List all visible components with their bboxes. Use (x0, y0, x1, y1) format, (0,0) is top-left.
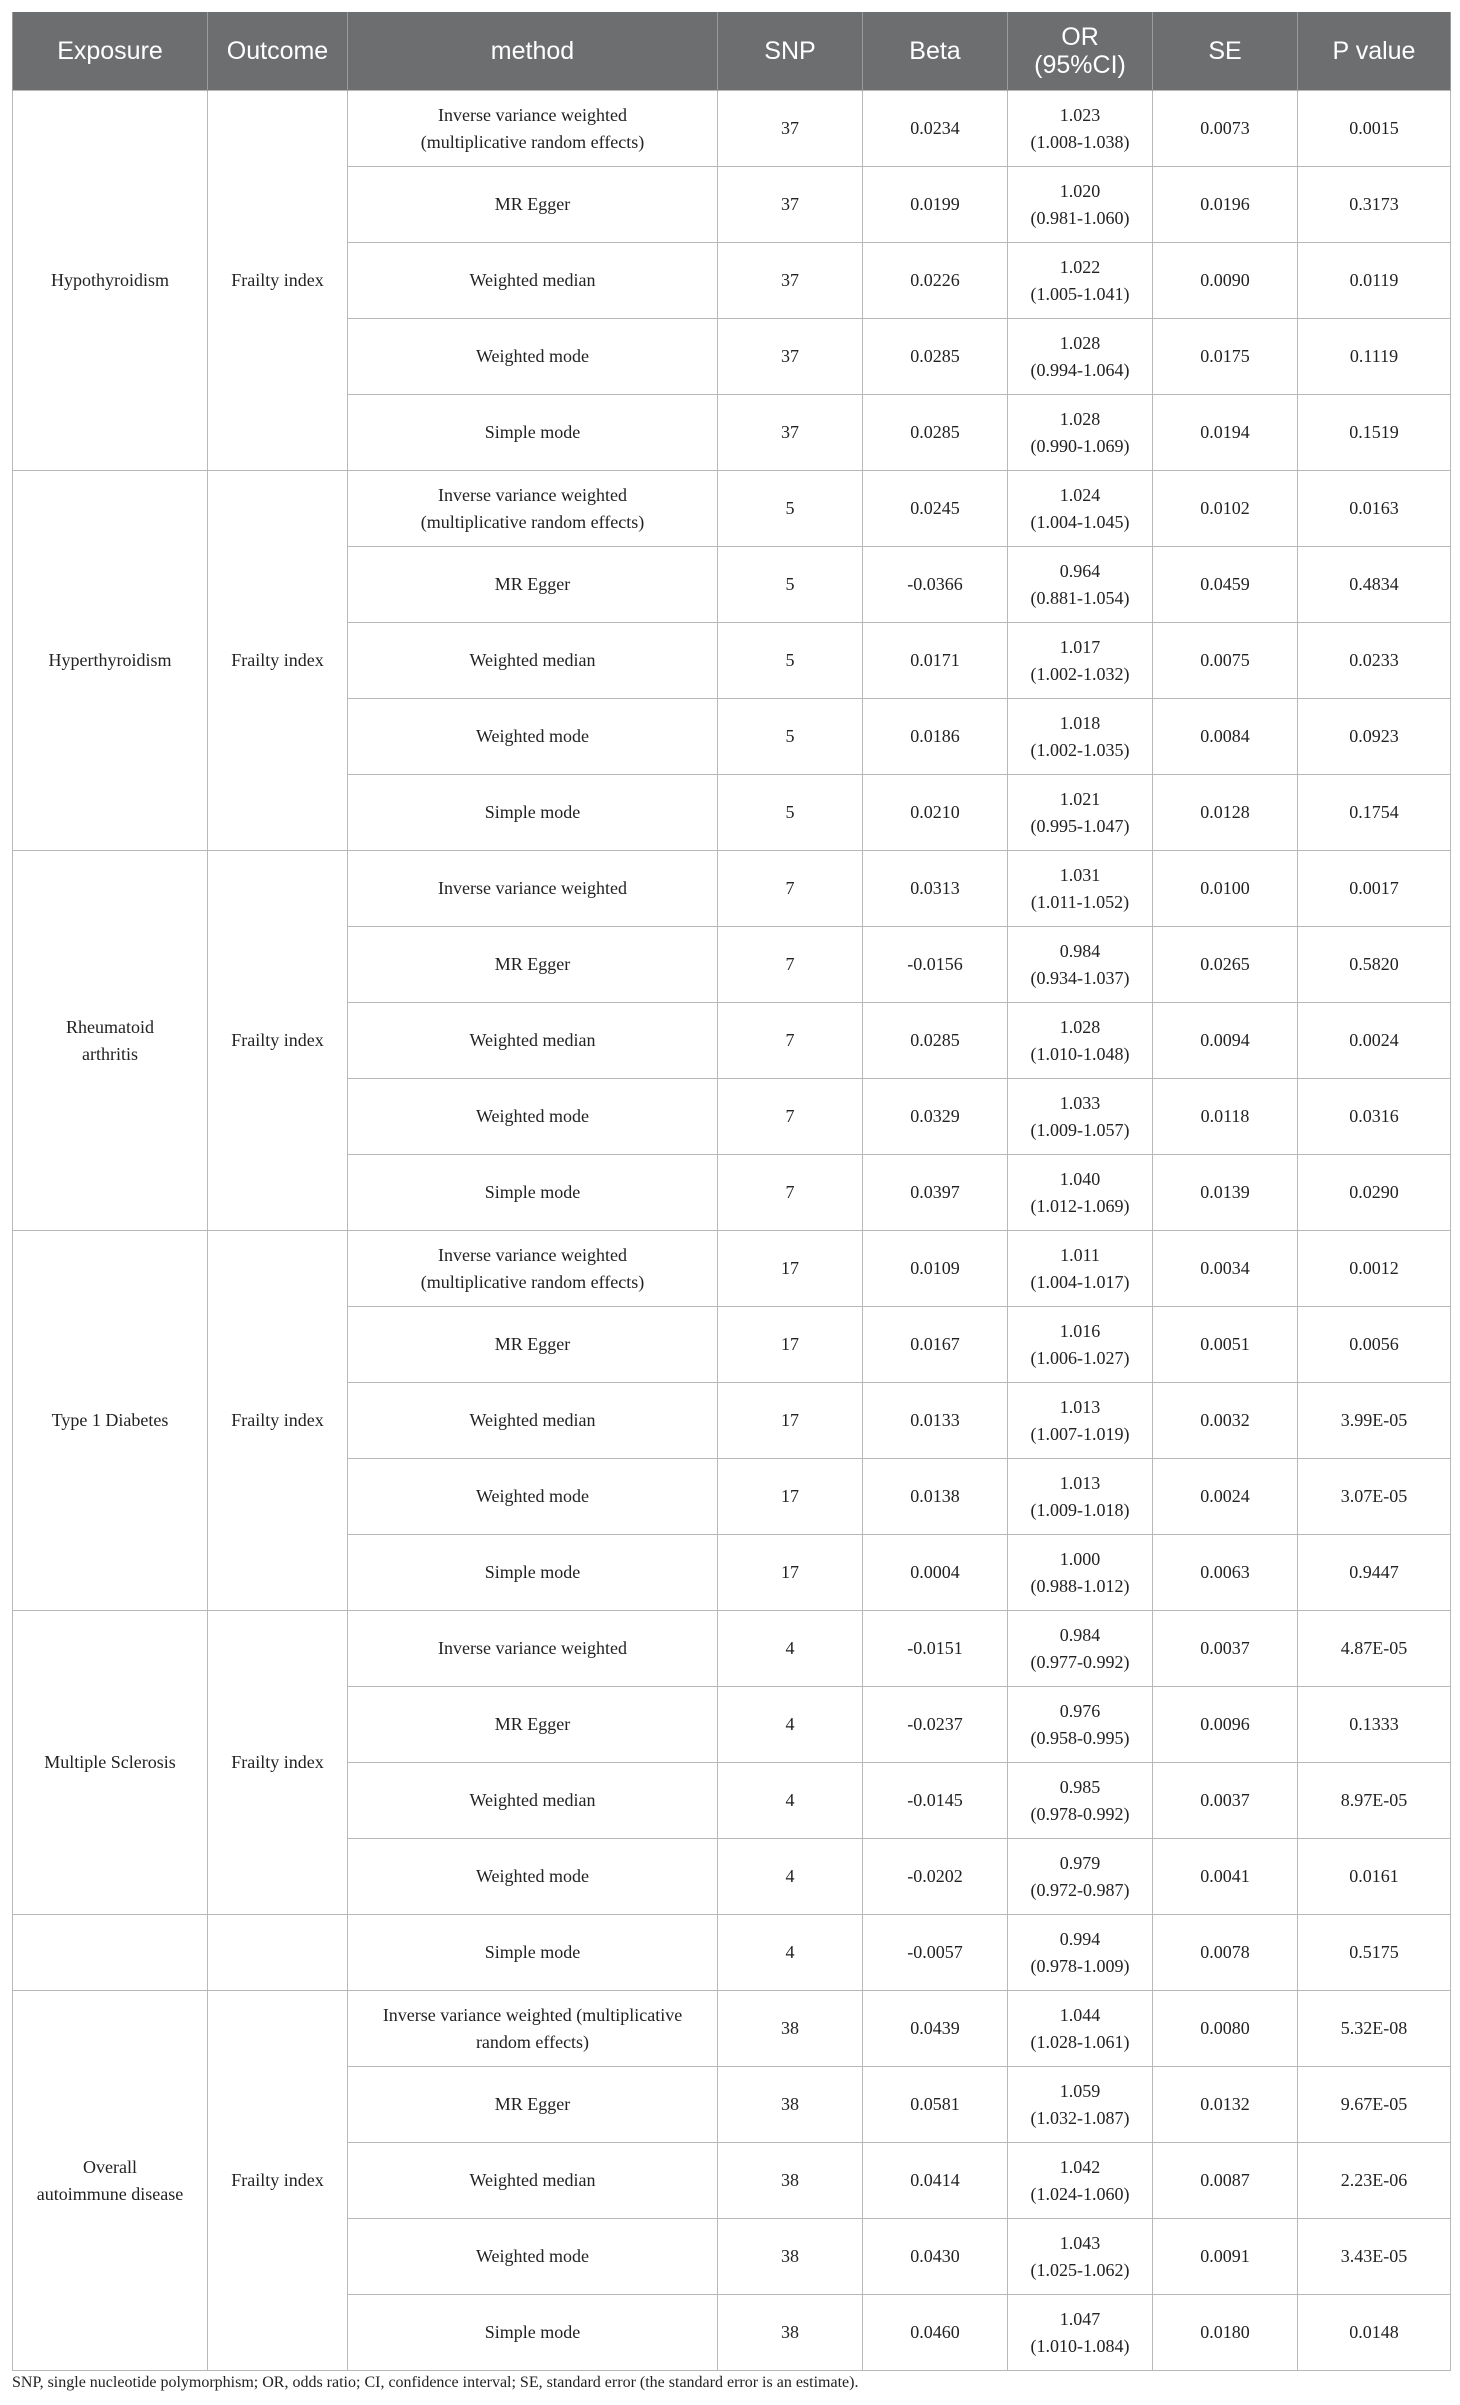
method-cell: Simple mode (348, 1535, 718, 1611)
se-cell: 0.0032 (1153, 1383, 1298, 1459)
p-value-cell: 0.4834 (1298, 547, 1451, 623)
snp-cell: 17 (718, 1383, 863, 1459)
snp-cell: 38 (718, 1991, 863, 2067)
outcome-cell: Frailty index (208, 851, 348, 1231)
se-cell: 0.0073 (1153, 91, 1298, 167)
header-exposure: Exposure (13, 12, 208, 91)
beta-cell: 0.0234 (863, 91, 1008, 167)
p-value-cell: 0.0923 (1298, 699, 1451, 775)
p-value-cell: 9.67E-05 (1298, 2067, 1451, 2143)
beta-cell: 0.0210 (863, 775, 1008, 851)
beta-cell: 0.0397 (863, 1155, 1008, 1231)
results-table (12, 12, 1451, 2371)
se-cell: 0.0180 (1153, 2295, 1298, 2371)
snp-cell: 5 (718, 699, 863, 775)
header-row (13, 12, 1451, 91)
or-cell: 1.000 (0.988-1.012) (1008, 1535, 1153, 1611)
method-cell: MR Egger (348, 1687, 718, 1763)
outcome-cell: Frailty index (208, 1231, 348, 1611)
snp-cell: 7 (718, 851, 863, 927)
header-se: SE (1153, 12, 1298, 91)
snp-cell: 4 (718, 1915, 863, 1991)
beta-cell: 0.0430 (863, 2219, 1008, 2295)
snp-cell: 37 (718, 395, 863, 471)
or-cell: 0.979 (0.972-0.987) (1008, 1839, 1153, 1915)
p-value-cell: 0.1119 (1298, 319, 1451, 395)
or-cell: 1.013 (1.009-1.018) (1008, 1459, 1153, 1535)
snp-cell: 38 (718, 2143, 863, 2219)
snp-cell: 4 (718, 1687, 863, 1763)
p-value-cell: 3.07E-05 (1298, 1459, 1451, 1535)
exposure-cell: Rheumatoid arthritis (13, 851, 208, 1231)
p-value-cell: 0.1333 (1298, 1687, 1451, 1763)
se-cell: 0.0194 (1153, 395, 1298, 471)
snp-cell: 17 (718, 1459, 863, 1535)
table-body (13, 91, 1451, 2371)
se-cell: 0.0459 (1153, 547, 1298, 623)
method-cell: Inverse variance weighted (multiplicative random effects) (348, 1991, 718, 2067)
method-cell: Simple mode (348, 1155, 718, 1231)
p-value-cell: 0.3173 (1298, 167, 1451, 243)
method-cell: Simple mode (348, 395, 718, 471)
beta-cell: 0.0171 (863, 623, 1008, 699)
or-cell: 1.011 (1.004-1.017) (1008, 1231, 1153, 1307)
method-cell: Weighted mode (348, 2219, 718, 2295)
method-cell: Weighted median (348, 1763, 718, 1839)
beta-cell: 0.0004 (863, 1535, 1008, 1611)
p-value-cell: 8.97E-05 (1298, 1763, 1451, 1839)
beta-cell: 0.0581 (863, 2067, 1008, 2143)
snp-cell: 7 (718, 1003, 863, 1079)
method-cell: Simple mode (348, 775, 718, 851)
p-value-cell: 0.9447 (1298, 1535, 1451, 1611)
method-cell: MR Egger (348, 167, 718, 243)
or-cell: 0.984 (0.934-1.037) (1008, 927, 1153, 1003)
beta-cell: -0.0057 (863, 1915, 1008, 1991)
method-cell: Weighted median (348, 1383, 718, 1459)
method-cell: Simple mode (348, 1915, 718, 1991)
p-value-cell: 0.0161 (1298, 1839, 1451, 1915)
outcome-cell: Frailty index (208, 471, 348, 851)
header-outcome: Outcome (208, 12, 348, 91)
se-cell: 0.0096 (1153, 1687, 1298, 1763)
se-cell: 0.0034 (1153, 1231, 1298, 1307)
snp-cell: 17 (718, 1535, 863, 1611)
p-value-cell: 0.0233 (1298, 623, 1451, 699)
or-cell: 1.042 (1.024-1.060) (1008, 2143, 1153, 2219)
snp-cell: 38 (718, 2219, 863, 2295)
se-cell: 0.0024 (1153, 1459, 1298, 1535)
beta-cell: 0.0414 (863, 2143, 1008, 2219)
snp-cell: 5 (718, 547, 863, 623)
p-value-cell: 4.87E-05 (1298, 1611, 1451, 1687)
exposure-cell: Multiple Sclerosis (13, 1611, 208, 1915)
method-cell: MR Egger (348, 2067, 718, 2143)
se-cell: 0.0118 (1153, 1079, 1298, 1155)
p-value-cell: 0.0163 (1298, 471, 1451, 547)
method-cell: Inverse variance weighted (348, 851, 718, 927)
method-cell: MR Egger (348, 1307, 718, 1383)
or-cell: 1.033 (1.009-1.057) (1008, 1079, 1153, 1155)
se-cell: 0.0091 (1153, 2219, 1298, 2295)
header-beta: Beta (863, 12, 1008, 91)
snp-cell: 5 (718, 623, 863, 699)
se-cell: 0.0139 (1153, 1155, 1298, 1231)
beta-cell: 0.0226 (863, 243, 1008, 319)
method-cell: MR Egger (348, 547, 718, 623)
beta-cell: 0.0313 (863, 851, 1008, 927)
snp-cell: 37 (718, 91, 863, 167)
beta-cell: -0.0156 (863, 927, 1008, 1003)
beta-cell: 0.0138 (863, 1459, 1008, 1535)
header-or: OR (95%CI) (1008, 12, 1153, 91)
or-cell: 1.021 (0.995-1.047) (1008, 775, 1153, 851)
or-cell: 0.994 (0.978-1.009) (1008, 1915, 1153, 1991)
table-row (13, 471, 1451, 547)
p-value-cell: 0.0148 (1298, 2295, 1451, 2371)
p-value-cell: 0.0015 (1298, 91, 1451, 167)
beta-cell: 0.0133 (863, 1383, 1008, 1459)
or-cell: 1.022 (1.005-1.041) (1008, 243, 1153, 319)
or-cell: 1.013 (1.007-1.019) (1008, 1383, 1153, 1459)
beta-cell: 0.0186 (863, 699, 1008, 775)
beta-cell: 0.0285 (863, 395, 1008, 471)
method-cell: Weighted median (348, 243, 718, 319)
table-row (13, 1915, 1451, 1991)
beta-cell: -0.0237 (863, 1687, 1008, 1763)
snp-cell: 37 (718, 243, 863, 319)
beta-cell: 0.0109 (863, 1231, 1008, 1307)
exposure-cell: Hypothyroidism (13, 91, 208, 471)
or-cell: 1.059 (1.032-1.087) (1008, 2067, 1153, 2143)
snp-cell: 4 (718, 1763, 863, 1839)
or-cell: 1.044 (1.028-1.061) (1008, 1991, 1153, 2067)
se-cell: 0.0063 (1153, 1535, 1298, 1611)
beta-cell: 0.0167 (863, 1307, 1008, 1383)
p-value-cell: 0.1754 (1298, 775, 1451, 851)
method-cell: Weighted median (348, 2143, 718, 2219)
snp-cell: 38 (718, 2295, 863, 2371)
or-cell: 1.018 (1.002-1.035) (1008, 699, 1153, 775)
snp-cell: 5 (718, 471, 863, 547)
snp-cell: 17 (718, 1307, 863, 1383)
table-row (13, 1611, 1451, 1687)
method-cell: Simple mode (348, 2295, 718, 2371)
p-value-cell: 0.5820 (1298, 927, 1451, 1003)
snp-cell: 4 (718, 1611, 863, 1687)
exposure-cell: Type 1 Diabetes (13, 1231, 208, 1611)
method-cell: Weighted mode (348, 699, 718, 775)
outcome-cell: Frailty index (208, 1611, 348, 1915)
beta-cell: 0.0285 (863, 319, 1008, 395)
header-p-value: P value (1298, 12, 1451, 91)
header-method: method (348, 12, 718, 91)
se-cell: 0.0041 (1153, 1839, 1298, 1915)
beta-cell: 0.0329 (863, 1079, 1008, 1155)
se-cell: 0.0094 (1153, 1003, 1298, 1079)
p-value-cell: 0.0316 (1298, 1079, 1451, 1155)
se-cell: 0.0037 (1153, 1763, 1298, 1839)
or-cell: 1.017 (1.002-1.032) (1008, 623, 1153, 699)
beta-cell: 0.0199 (863, 167, 1008, 243)
se-cell: 0.0196 (1153, 167, 1298, 243)
p-value-cell: 0.0017 (1298, 851, 1451, 927)
beta-cell: -0.0366 (863, 547, 1008, 623)
table-footnote: SNP, single nucleotide polymorphism; OR, odds ratio; CI, confidence interval; SE, standard error (the standard error is an estimate). (12, 2374, 859, 2391)
or-cell: 1.016 (1.006-1.027) (1008, 1307, 1153, 1383)
p-value-cell: 3.43E-05 (1298, 2219, 1451, 2295)
p-value-cell: 0.0290 (1298, 1155, 1451, 1231)
method-cell: Weighted mode (348, 1079, 718, 1155)
method-cell: Inverse variance weighted (348, 1611, 718, 1687)
snp-cell: 7 (718, 1079, 863, 1155)
snp-cell: 5 (718, 775, 863, 851)
p-value-cell: 0.0056 (1298, 1307, 1451, 1383)
outcome-cell: Frailty index (208, 91, 348, 471)
p-value-cell: 3.99E-05 (1298, 1383, 1451, 1459)
p-value-cell: 0.5175 (1298, 1915, 1451, 1991)
method-cell: Weighted mode (348, 1459, 718, 1535)
method-cell: Inverse variance weighted (multiplicative random effects) (348, 1231, 718, 1307)
exposure-cell (13, 1915, 208, 1991)
method-cell: Inverse variance weighted (multiplicative random effects) (348, 471, 718, 547)
p-value-cell: 0.1519 (1298, 395, 1451, 471)
se-cell: 0.0175 (1153, 319, 1298, 395)
or-cell: 1.028 (1.010-1.048) (1008, 1003, 1153, 1079)
se-cell: 0.0087 (1153, 2143, 1298, 2219)
or-cell: 0.984 (0.977-0.992) (1008, 1611, 1153, 1687)
p-value-cell: 0.0119 (1298, 243, 1451, 319)
exposure-cell: Overall autoimmune disease (13, 1991, 208, 2371)
or-cell: 1.031 (1.011-1.052) (1008, 851, 1153, 927)
or-cell: 1.047 (1.010-1.084) (1008, 2295, 1153, 2371)
snp-cell: 17 (718, 1231, 863, 1307)
se-cell: 0.0037 (1153, 1611, 1298, 1687)
or-cell: 0.985 (0.978-0.992) (1008, 1763, 1153, 1839)
snp-cell: 7 (718, 927, 863, 1003)
p-value-cell: 5.32E-08 (1298, 1991, 1451, 2067)
se-cell: 0.0128 (1153, 775, 1298, 851)
snp-cell: 38 (718, 2067, 863, 2143)
method-cell: Weighted mode (348, 1839, 718, 1915)
or-cell: 1.020 (0.981-1.060) (1008, 167, 1153, 243)
beta-cell: -0.0202 (863, 1839, 1008, 1915)
method-cell: Weighted mode (348, 319, 718, 395)
se-cell: 0.0080 (1153, 1991, 1298, 2067)
beta-cell: -0.0145 (863, 1763, 1008, 1839)
or-cell: 1.024 (1.004-1.045) (1008, 471, 1153, 547)
se-cell: 0.0051 (1153, 1307, 1298, 1383)
exposure-cell: Hyperthyroidism (13, 471, 208, 851)
or-cell: 1.043 (1.025-1.062) (1008, 2219, 1153, 2295)
se-cell: 0.0084 (1153, 699, 1298, 775)
se-cell: 0.0102 (1153, 471, 1298, 547)
or-cell: 1.028 (0.994-1.064) (1008, 319, 1153, 395)
se-cell: 0.0100 (1153, 851, 1298, 927)
snp-cell: 37 (718, 167, 863, 243)
se-cell: 0.0090 (1153, 243, 1298, 319)
snp-cell: 37 (718, 319, 863, 395)
snp-cell: 4 (718, 1839, 863, 1915)
snp-cell: 7 (718, 1155, 863, 1231)
p-value-cell: 0.0024 (1298, 1003, 1451, 1079)
table-row (13, 1991, 1451, 2067)
p-value-cell: 0.0012 (1298, 1231, 1451, 1307)
or-cell: 0.964 (0.881-1.054) (1008, 547, 1153, 623)
table-row (13, 851, 1451, 927)
se-cell: 0.0265 (1153, 927, 1298, 1003)
beta-cell: -0.0151 (863, 1611, 1008, 1687)
se-cell: 0.0132 (1153, 2067, 1298, 2143)
or-cell: 0.976 (0.958-0.995) (1008, 1687, 1153, 1763)
method-cell: MR Egger (348, 927, 718, 1003)
p-value-cell: 2.23E-06 (1298, 2143, 1451, 2219)
or-cell: 1.023 (1.008-1.038) (1008, 91, 1153, 167)
or-cell: 1.040 (1.012-1.069) (1008, 1155, 1153, 1231)
beta-cell: 0.0439 (863, 1991, 1008, 2067)
outcome-cell (208, 1915, 348, 1991)
se-cell: 0.0078 (1153, 1915, 1298, 1991)
beta-cell: 0.0245 (863, 471, 1008, 547)
outcome-cell: Frailty index (208, 1991, 348, 2371)
method-cell: Inverse variance weighted (multiplicative random effects) (348, 91, 718, 167)
table-row (13, 1231, 1451, 1307)
beta-cell: 0.0460 (863, 2295, 1008, 2371)
header-snp: SNP (718, 12, 863, 91)
method-cell: Weighted median (348, 623, 718, 699)
se-cell: 0.0075 (1153, 623, 1298, 699)
method-cell: Weighted median (348, 1003, 718, 1079)
table-row (13, 91, 1451, 167)
beta-cell: 0.0285 (863, 1003, 1008, 1079)
or-cell: 1.028 (0.990-1.069) (1008, 395, 1153, 471)
